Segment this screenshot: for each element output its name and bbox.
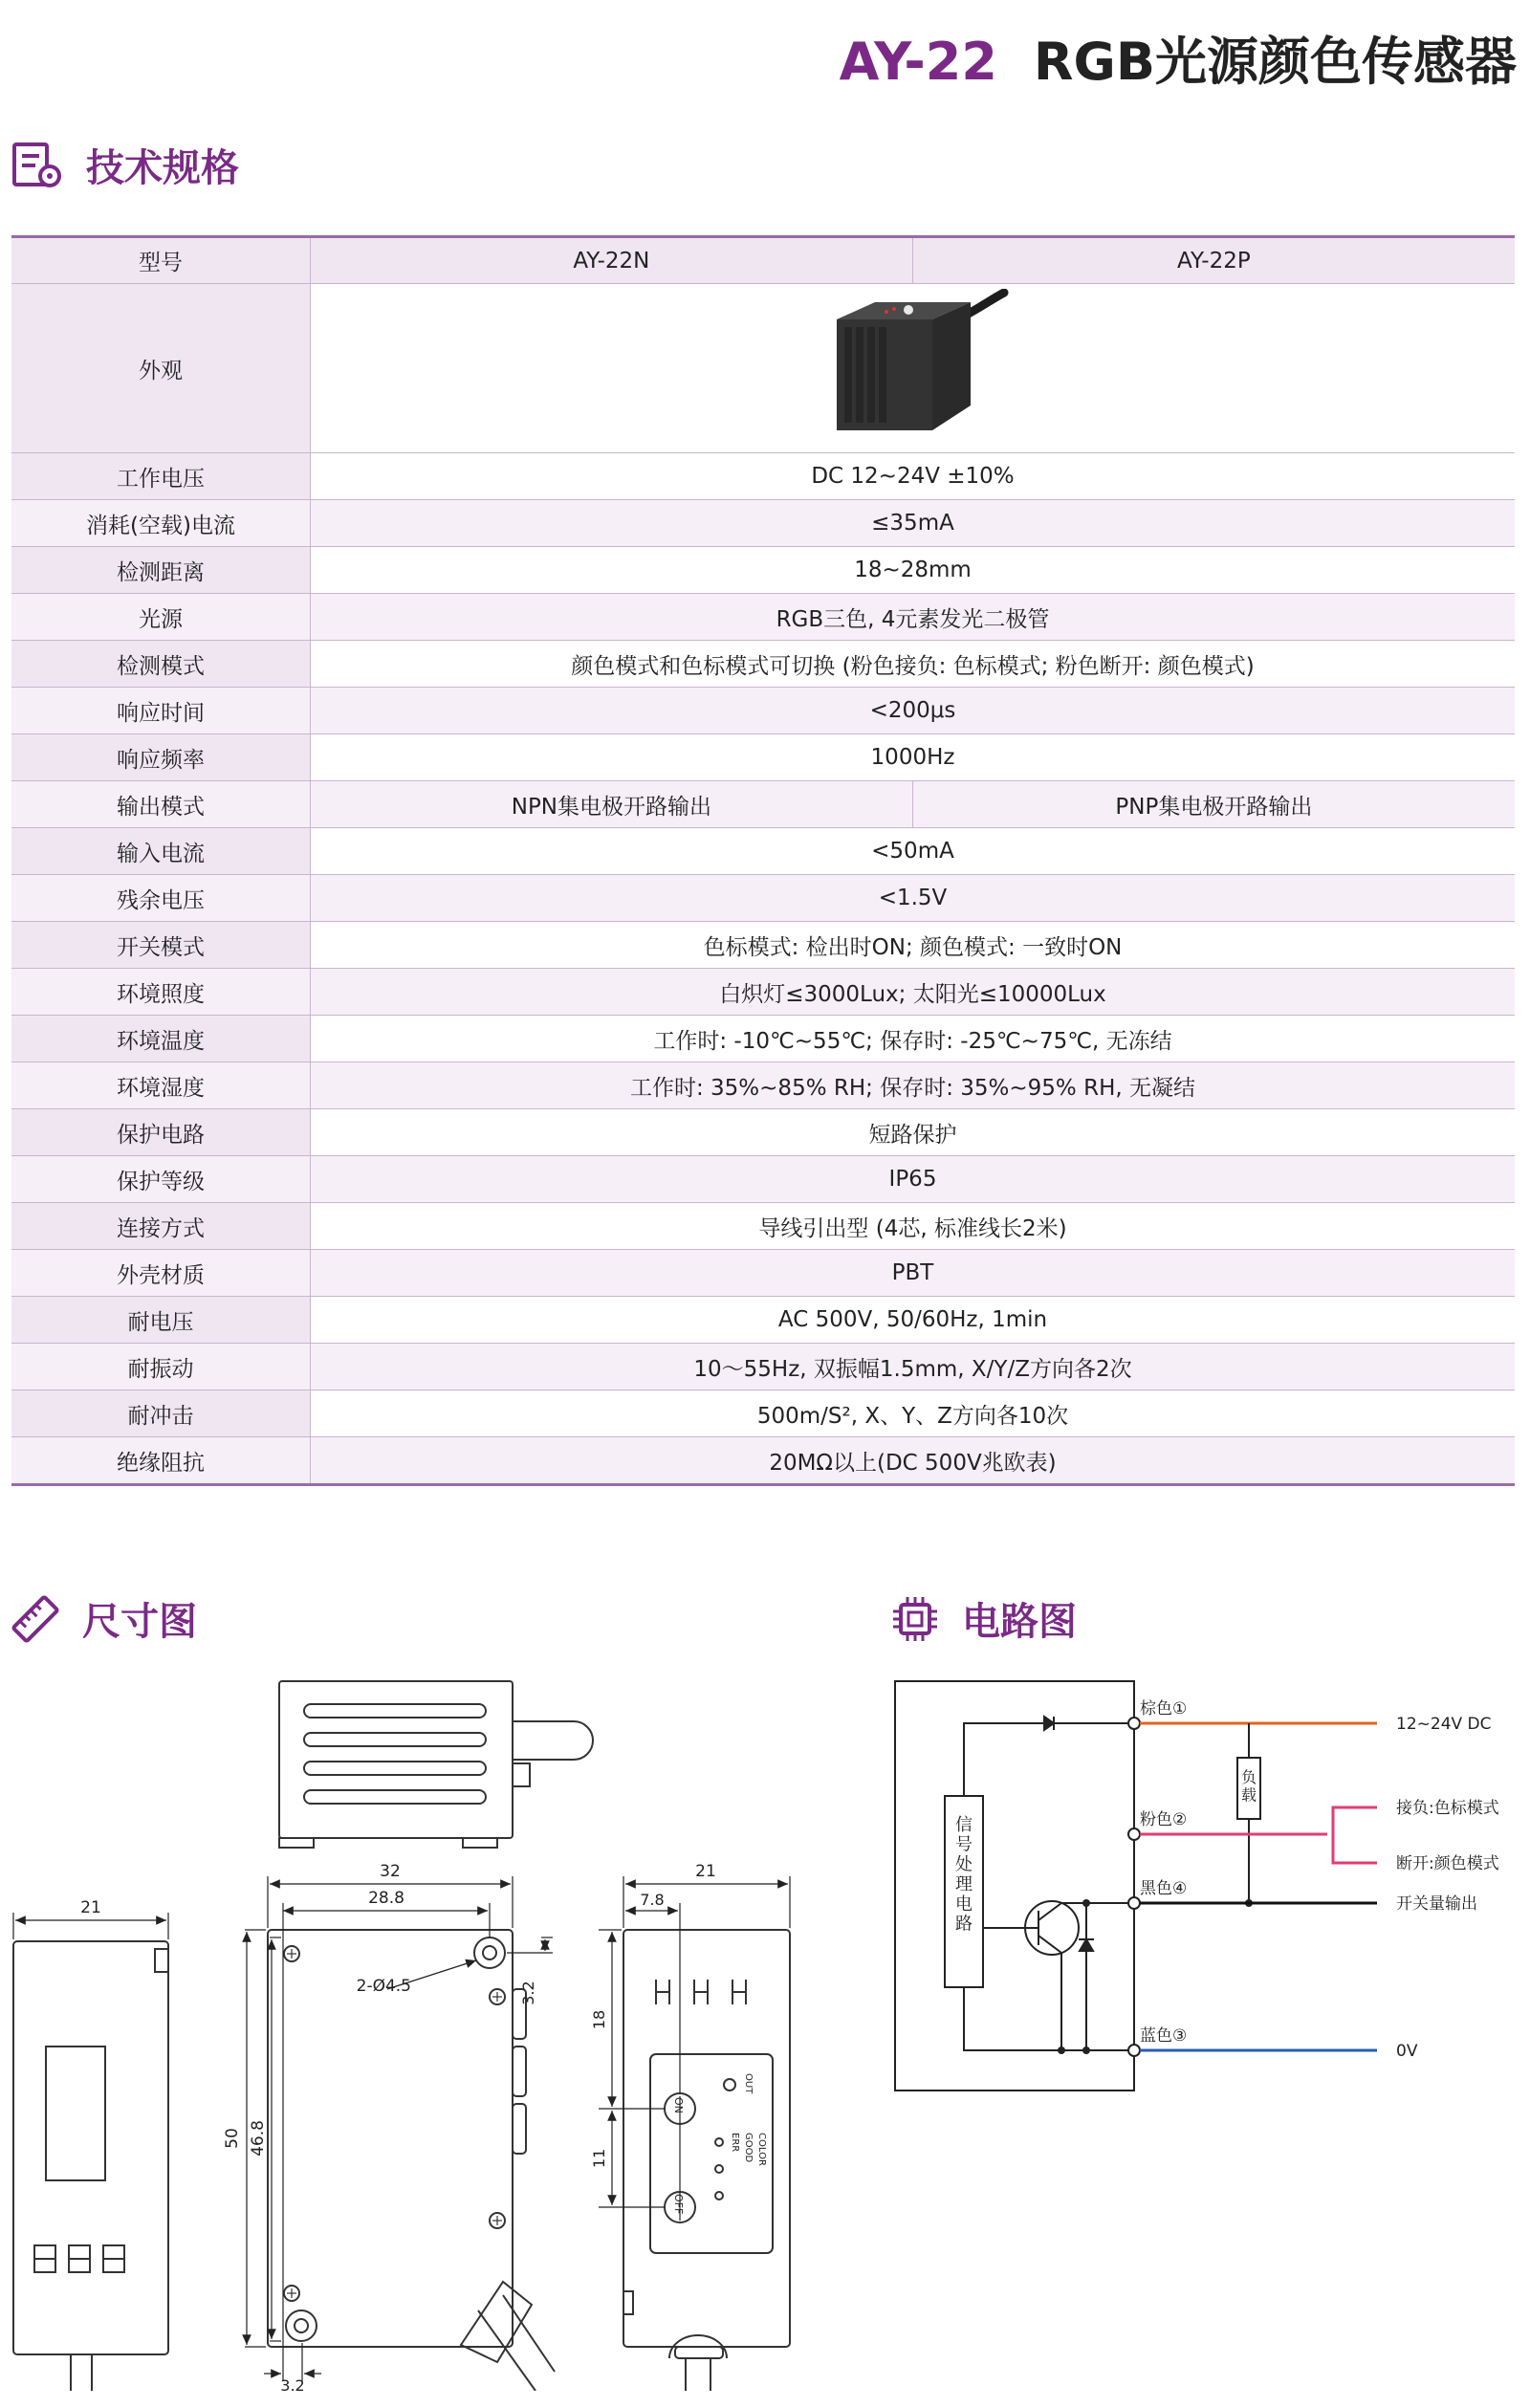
product-photo	[311, 284, 1516, 453]
section-dimensions-title: 尺寸图	[82, 1600, 197, 1644]
spec-value: DC 12~24V ±10%	[311, 453, 1516, 500]
panel-err-label: ERR	[730, 2133, 740, 2153]
spec-label: 外壳材质	[11, 1250, 311, 1297]
right-width-label: 21	[695, 1862, 716, 1881]
section-circuit	[891, 1591, 1077, 1646]
spec-label: 连接方式	[11, 1203, 311, 1250]
spec-label: 环境温度	[11, 1016, 311, 1062]
height-label: 50	[223, 2128, 242, 2149]
spec-label: 环境湿度	[11, 1062, 311, 1109]
top-view-drawing	[279, 1681, 593, 1848]
table-row	[11, 969, 1515, 1016]
spec-value: ≤35mA	[311, 500, 1516, 547]
spec-label: 工作电压	[11, 453, 311, 500]
section-specs	[11, 138, 239, 192]
front-dimensions	[245, 1876, 553, 2381]
spec-label: 光源	[11, 594, 311, 641]
spec-label: 耐冲击	[11, 1390, 311, 1437]
wire-pink-name: 粉色②	[1140, 1810, 1188, 1829]
table-row	[11, 922, 1515, 969]
hole-label: 2-Ø4.5	[356, 1977, 411, 1996]
table-row	[11, 594, 1515, 641]
spec-label: 开关模式	[11, 922, 311, 969]
spec-label: 检测距离	[11, 547, 311, 594]
table-header-row	[11, 237, 1515, 284]
right-offset-label: 7.8	[640, 1891, 665, 1909]
spec-value: 1000Hz	[311, 734, 1516, 781]
spec-value: 色标模式: 检出时ON; 颜色模式: 一致时ON	[311, 922, 1516, 969]
hole-offset-label: 3.2	[519, 1981, 537, 2005]
spec-label: 耐电压	[11, 1297, 311, 1344]
front-crosses	[287, 1949, 502, 2298]
table-row	[11, 1344, 1515, 1390]
spec-value: 颜色模式和色标模式可切换 (粉色接负: 色标模式; 粉色断开: 颜色模式)	[311, 641, 1516, 688]
panel-out-label: OUT	[743, 2073, 754, 2094]
front-view-drawing	[268, 1930, 555, 2391]
right-v2-label: 11	[590, 2148, 608, 2169]
spec-value: 18~28mm	[311, 547, 1516, 594]
header-label: 型号	[11, 237, 311, 284]
table-row	[11, 1203, 1515, 1250]
appearance-row	[11, 284, 1515, 453]
table-row	[11, 641, 1515, 688]
right-v1-label: 18	[590, 2009, 608, 2030]
panel-on-label: ON	[672, 2097, 685, 2113]
spec-value: 工作时: -10℃~55℃; 保存时: -25℃~75℃, 无冻结	[311, 1016, 1516, 1062]
table-row	[11, 1390, 1515, 1437]
spec-label: 耐振动	[11, 1344, 311, 1390]
panel-good-label: GOOD	[743, 2133, 754, 2163]
product-name: RGB光源颜色传感器	[1033, 32, 1517, 92]
table-row	[11, 828, 1515, 875]
wire-brown-name: 棕色①	[1140, 1699, 1188, 1718]
ruler-icon	[11, 1595, 59, 1643]
spec-value: 导线引出型 (4芯, 标准线长2米)	[311, 1203, 1516, 1250]
spec-label: 响应时间	[11, 688, 311, 734]
spec-value: 工作时: 35%~85% RH; 保存时: 35%~95% RH, 无凝结	[311, 1062, 1516, 1109]
signal-block-label: 信号处理电路	[955, 1815, 973, 1935]
load-label: 负载	[1240, 1768, 1257, 1805]
spec-value: AC 500V, 50/60Hz, 1min	[311, 1297, 1516, 1344]
spec-label: 检测模式	[11, 641, 311, 688]
spec-value: <50mA	[311, 828, 1516, 875]
side-view-drawing	[13, 1941, 168, 2391]
spec-value: PBT	[311, 1250, 1516, 1297]
chip-icon	[891, 1595, 939, 1643]
bottom-offset-label: 3.2	[280, 2376, 305, 2391]
spec-label: 环境照度	[11, 969, 311, 1016]
right-dimensions	[599, 1876, 790, 2221]
spec-value: IP65	[311, 1156, 1516, 1203]
spec-label: 输出模式	[11, 781, 311, 828]
signal-output: 开关量输出	[1396, 1894, 1477, 1914]
header-model-n: AY-22N	[311, 237, 913, 284]
page-title	[840, 21, 1517, 95]
signal-mode-color: 断开:颜色模式	[1396, 1854, 1499, 1873]
table-row	[11, 734, 1515, 781]
sensor-photo-icon	[818, 289, 1009, 442]
signal-ground: 0V	[1396, 2042, 1418, 2061]
front-width-label: 32	[380, 1862, 401, 1881]
signal-supply: 12~24V DC	[1396, 1715, 1492, 1734]
table-row	[11, 1156, 1515, 1203]
spec-label: 消耗(空载)电流	[11, 500, 311, 547]
table-row	[11, 1437, 1515, 1485]
side-width-label: 21	[80, 1898, 101, 1917]
spec-sheet-icon	[11, 142, 63, 189]
spec-label: 保护电路	[11, 1109, 311, 1156]
circuit-drawing	[895, 1681, 1249, 2091]
spec-table	[11, 235, 1515, 1486]
spec-value: <1.5V	[311, 875, 1516, 922]
panel-off-label: OFF	[672, 2194, 685, 2215]
table-row	[11, 688, 1515, 734]
section-dimensions	[11, 1591, 197, 1646]
table-row	[11, 1016, 1515, 1062]
spec-label: 响应频率	[11, 734, 311, 781]
spec-label: 残余电压	[11, 875, 311, 922]
table-row	[11, 1062, 1515, 1109]
table-row	[11, 500, 1515, 547]
table-row	[11, 547, 1515, 594]
spec-value: 短路保护	[311, 1109, 1516, 1156]
table-row	[11, 1297, 1515, 1344]
table-row	[11, 453, 1515, 500]
spec-label: 保护等级	[11, 1156, 311, 1203]
model-number: AY-22	[839, 32, 997, 92]
signal-mode-mark: 接负:色标模式	[1396, 1799, 1499, 1818]
spec-value: 20MΩ以上(DC 500V兆欧表)	[311, 1437, 1516, 1485]
header-model-p: AY-22P	[912, 237, 1515, 284]
spec-value-p: PNP集电极开路输出	[912, 781, 1515, 828]
front-inner-width-label: 28.8	[368, 1889, 404, 1908]
wire-black-name: 黑色④	[1140, 1879, 1188, 1898]
spec-value: 10～55Hz, 双振幅1.5mm, X/Y/Z方向各2次	[311, 1344, 1516, 1390]
section-specs-title: 技术规格	[86, 146, 239, 190]
spec-value: 白炽灯≤3000Lux; 太阳光≤10000Lux	[311, 969, 1516, 1016]
panel-color-label: COLOR	[756, 2133, 767, 2166]
inner-height-label: 46.8	[249, 2120, 268, 2156]
table-row	[11, 1250, 1515, 1297]
appearance-label: 外观	[11, 284, 311, 453]
wire-blue-name: 蓝色③	[1140, 2026, 1188, 2046]
drawings	[0, 1664, 1530, 2391]
spec-value: 500m/S², X、Y、Z方向各10次	[311, 1390, 1516, 1437]
section-circuit-title: 电路图	[962, 1600, 1077, 1644]
spec-value: <200μs	[311, 688, 1516, 734]
table-row	[11, 875, 1515, 922]
spec-value-n: NPN集电极开路输出	[311, 781, 913, 828]
spec-value: RGB三色, 4元素发光二极管	[311, 594, 1516, 641]
table-row	[11, 781, 1515, 828]
table-row	[11, 1109, 1515, 1156]
spec-label: 输入电流	[11, 828, 311, 875]
spec-label: 绝缘阻抗	[11, 1437, 311, 1485]
